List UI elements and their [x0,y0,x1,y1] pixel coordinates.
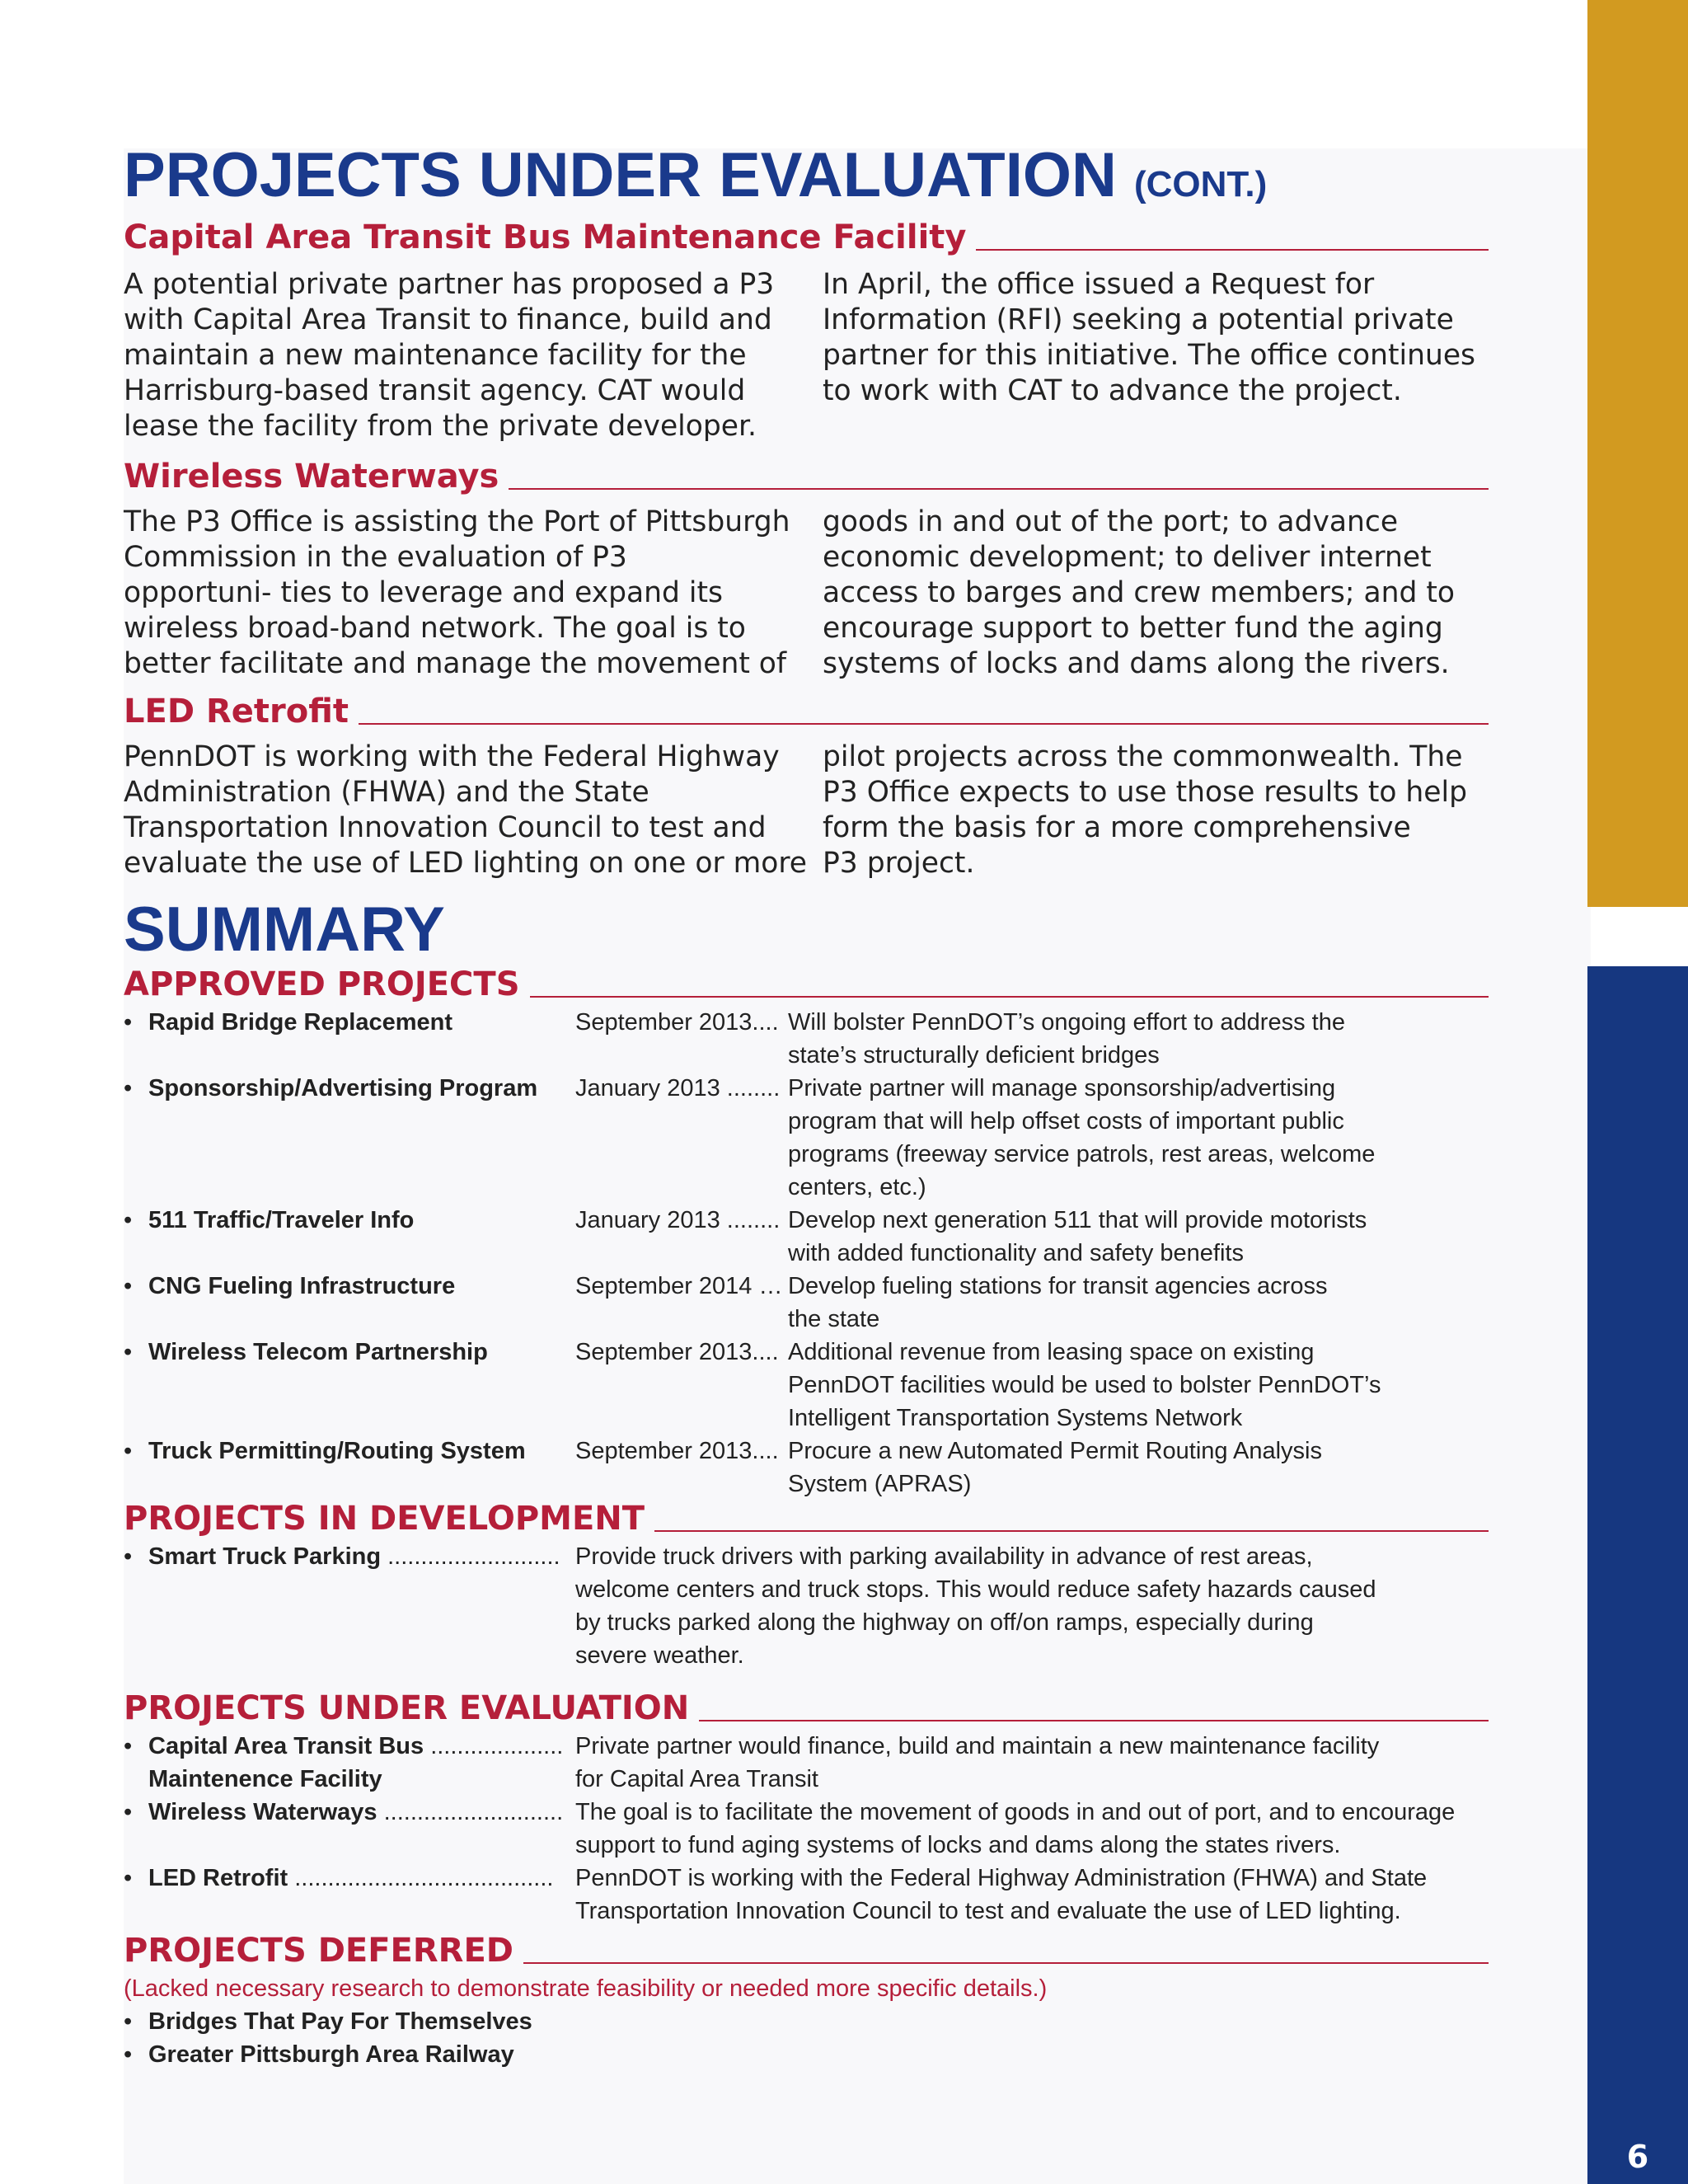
heading-rule [699,1720,1489,1721]
deferred-note: (Lacked necessary research to demonstrate feasibility or needed more specific details.) [124,1975,1048,2002]
section-heading-deferred: PROJECTS DEFERRED [124,1931,1489,1970]
heading-rule [359,723,1489,725]
heading-rule [509,488,1489,490]
section-heading-wireless: Wireless Waterways [124,457,1489,496]
page-title-cont: (CONT.) [1133,164,1268,204]
wireless-left-column: The P3 Office is assisting the Port of Pittsburgh Commission in the evaluation of P3 opportuni- ties to leverage and expand its wireless broad-band network. The goal is to better facilitate and manage the movement of [124,505,790,680]
led-left-column: PennDOT is working with the Federal Highway Administration (FHWA) and the State Transportation Innovation Council to test and evaluate the use of LED lighting on one or more [124,740,807,880]
navy-side-bar [1587,966,1688,2184]
heading-rule [654,1530,1489,1532]
summary-title: SUMMARY [124,895,445,965]
page-number: 6 [1626,2139,1649,2175]
heading-rule [530,996,1489,998]
wireless-right-column: goods in and out of the port; to advance economic development; to deliver internet access to barges and crew members; and to encourage support to better fund the aging systems of locks and dams along the rivers. [823,505,1456,680]
led-right-column: pilot projects across the commonwealth. The P3 Office expects to use those results to help form the basis for a more comprehensive P3 project. [823,740,1468,880]
cat-right-column: In April, the office issued a Request for Information (RFI) seeking a potential private partner for this initiative. The office continues to work with CAT to advance the project. [823,268,1476,407]
gold-side-bar [1587,0,1688,907]
section-heading-evaluation: PROJECTS UNDER EVALUATION [124,1688,1489,1728]
cat-left-column: A potential private partner has proposed a P3 with Capital Area Transit to finance, build and maintain a new maintenance facility for the Harrisburg-based transit agency. CAT would lease the facility from the private developer. [124,268,775,443]
section-heading-approved: APPROVED PROJECTS [124,965,1489,1004]
page-title: PROJECTS UNDER EVALUATION (CONT.) [124,140,1268,210]
section-heading-development: PROJECTS IN DEVELOPMENT [124,1499,1489,1538]
heading-rule [523,1962,1489,1964]
heading-rule [976,249,1489,251]
section-heading-led: LED Retrofit [124,692,1489,731]
section-heading-cat: Capital Area Transit Bus Maintenance Facility [124,218,1489,257]
